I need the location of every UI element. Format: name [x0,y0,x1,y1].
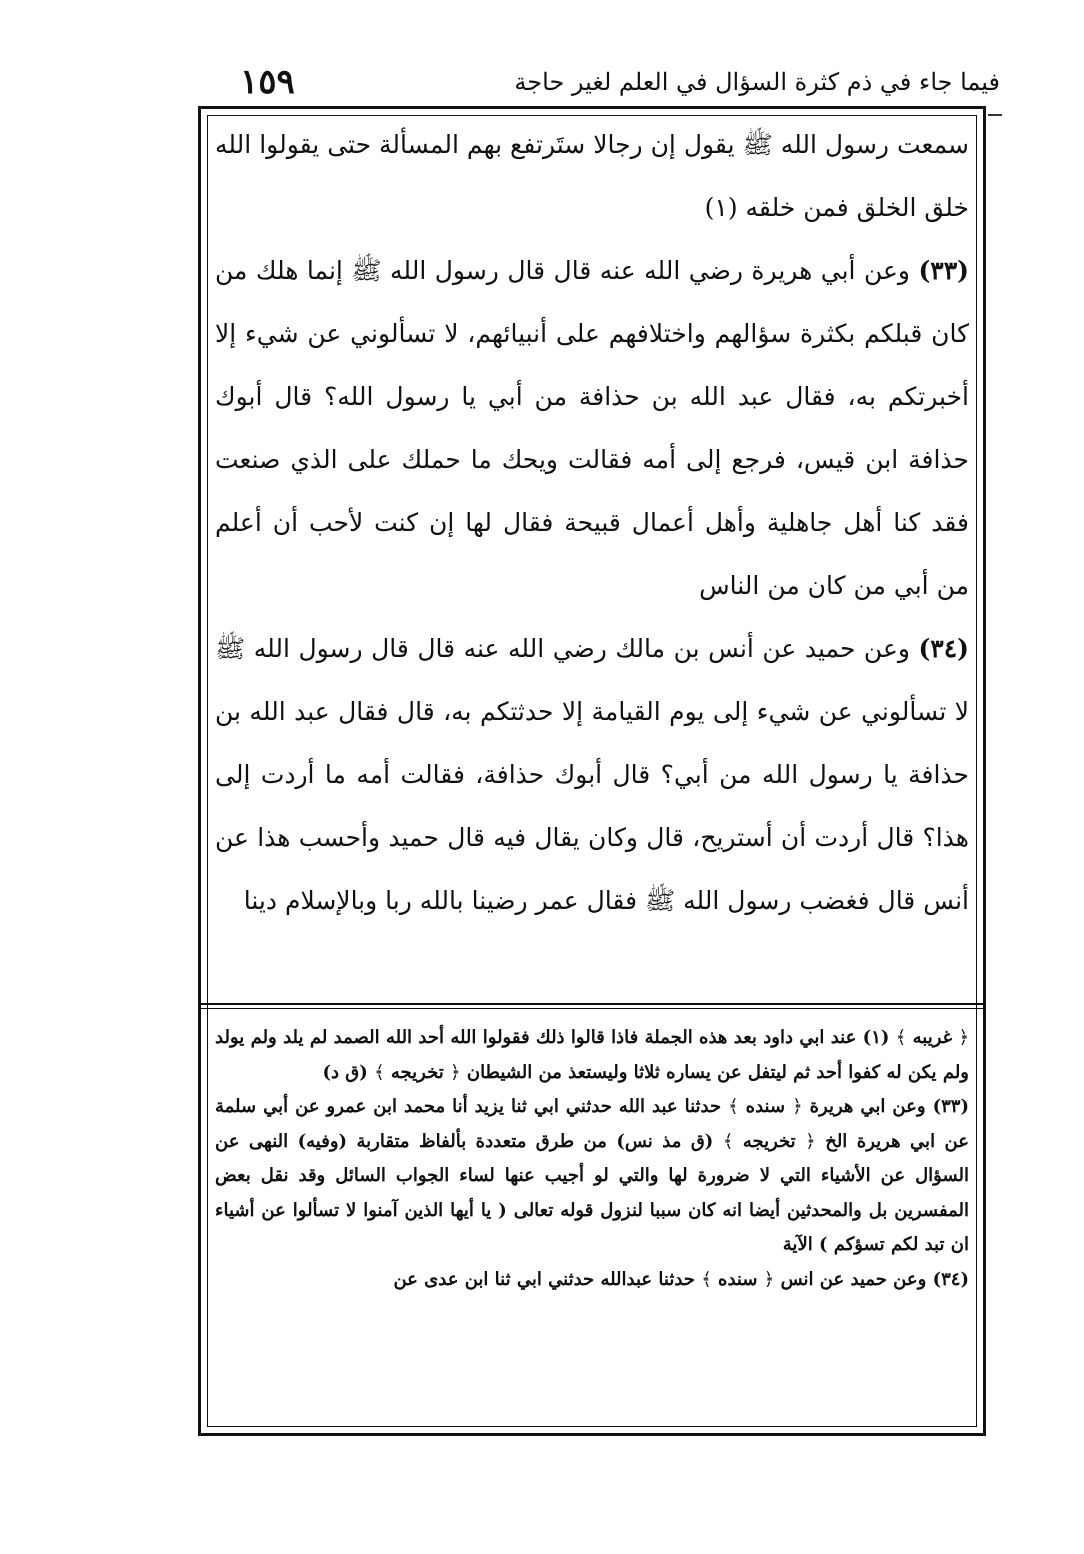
hadith-paragraph [215,113,969,239]
footnote [215,1021,969,1090]
footnotes [215,1021,969,1427]
hadith-paragraph [215,617,969,932]
footnote [215,1090,969,1263]
ornament-icon: ﴿ [763,1268,775,1290]
footnote-divider [201,1003,983,1005]
hadith-text-33: وعن أبي هريرة رضي الله عنه قال قال رسول الله ﷺ إنما هلك من كان قبلكم بكثرة سؤالهم واختلافهم على أنبيائهم، لا تسألوني عن شيء إلا أخبرتكم به، فقال عبد الله بن حذافة من أبي يا رسول الله؟ قال أبوك حذافة ابن قيس، فرجع إلى أمه فقالت ويحك ما حملك على الذي صنعت فقد كنا أهل جاهلية وأهل أعمال قبيحة فقال لها إن كنت لأحب أن أعلم من أبي من كان من الناس [215,256,969,600]
ornament-icon: ﴾ [722,1130,734,1152]
footnote-text: وعن ابي هريرة [809,1096,926,1117]
margin-mark [988,114,1002,116]
footnote-divider-inner [201,1008,983,1009]
ornament-icon: ﴾ [374,1061,385,1083]
footnote-text: (ق مذ نس) من طرق متعددة بألفاظ متقاربة (وفيه) النهى عن السؤال عن الأشياء التي لا ضرورة لها والتي لو أجيب عنها لساء الجواب السائل وقد نقل بعض المفسرين بل والمحدثين أيضا انه كان سببا لنزول قوله تعالى ( يا أيها الذين آمنوا لا تسألوا عن أشياء ان تبد لكم تسؤكم ) الآية [215,1130,969,1255]
footnote-text: حدثنا عبدالله حدثني ابي ثنا ابن عدى عن [393,1268,695,1290]
running-title: فيما جاء في ذم كثرة السؤال في العلم لغير حاجة [514,68,1000,96]
footnote [215,1263,969,1298]
ornament-icon: ﴿ [805,1130,816,1152]
ornament-icon: ﴿ [792,1096,803,1117]
footnote-number: (٣٤) [932,1268,969,1290]
hadith-text [215,113,969,993]
ornament-icon: ﴾ [895,1027,907,1048]
hadith-text-34: وعن حميد عن أنس بن مالك رضي الله عنه قال قال رسول الله ﷺ لا تسألوني عن شيء إلى يوم القيامة إلا حدثتكم به، قال فقال عبد الله بن حذافة يا رسول الله من أبي؟ قال أبوك حذافة، فقالت أمه ما أردت إلى هذا؟ قال أردت أن أستريح، قال وكان يقال فيه قال حميد وأحسب هذا عن أنس قال فغضب رسول الله ﷺ فقال عمر رضينا بالله ربا وبالإسلام دينا [215,634,969,915]
footnote-text: حدثنا عبد الله حدثني ابي ثنا يزيد أنا محمد ابن عمرو عن أبي سلمة عن ابي هريرة الخ [215,1096,969,1152]
footnote-label: تخريجه [742,1130,796,1152]
footnote-label: غريبه [912,1027,953,1048]
ornament-icon: ﴾ [728,1096,739,1117]
hadith-paragraph [215,239,969,617]
footnote-label: سنده [745,1096,786,1117]
ornament-icon: ﴿ [450,1061,461,1083]
hadith-text-continued: سمعت رسول الله ﷺ يقول إن رجالا ستَرتفع بهم المسألة حتى يقولوا الله خلق الخلق فمن خلقه (١) [215,130,969,222]
ornament-icon: ﴿ [958,1027,969,1048]
page-number: ١٥٩ [240,62,295,102]
text-frame [198,106,986,1436]
footnote-label: تخريجه [390,1061,444,1083]
footnote-text: (ق د) [322,1061,368,1083]
footnote-label: سنده [718,1268,758,1290]
footnote-number: (٣٣) [932,1096,969,1117]
hadith-number: (٣٤) [918,634,969,663]
footnote-text: وعن حميد عن انس [780,1268,927,1290]
page-header [240,60,1000,104]
footnote-text: (١) عند ابي داود بعد هذه الجملة فاذا قالوا ذلك فقولوا الله أحد الله الصمد لم يلد ولم يولد ولم يكن له كفوا أحد ثم ليتفل عن يساره ثلاثا وليستعذ من الشيطان [215,1027,969,1083]
ornament-icon: ﴾ [701,1268,712,1290]
hadith-number: (٣٣) [918,256,969,285]
